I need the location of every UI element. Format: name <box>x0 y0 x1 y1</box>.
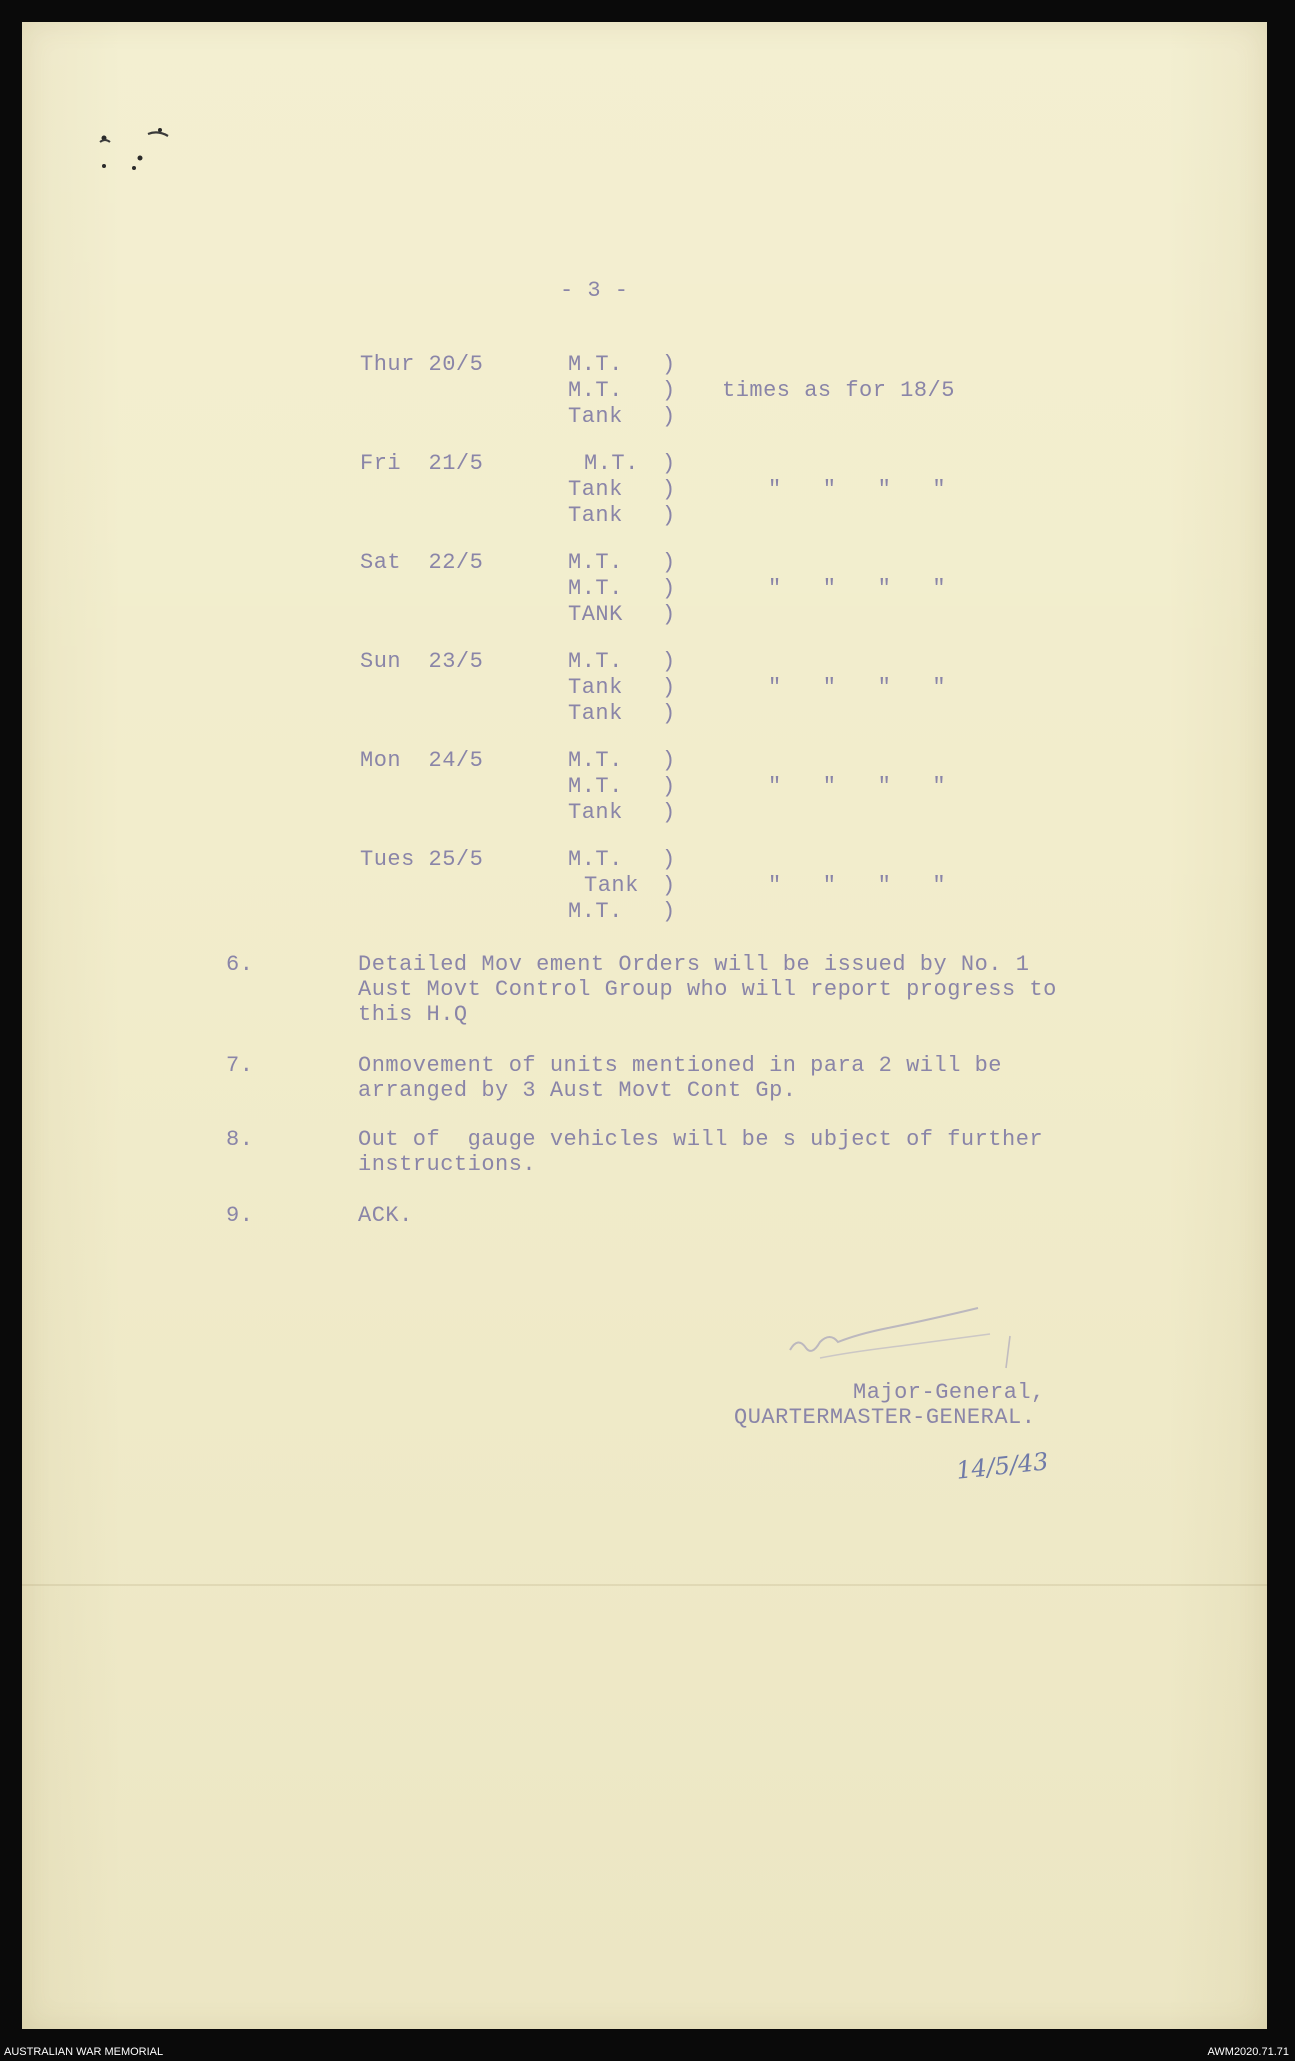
paragraph-number: 7. <box>226 1053 254 1078</box>
schedule-day: Thur 20/5 <box>360 352 484 377</box>
paragraph-number: 9. <box>226 1203 254 1228</box>
schedule-day: Fri 21/5 <box>360 451 484 476</box>
bracket-mark: ) <box>662 352 676 377</box>
schedule-vehicle: Tank <box>568 701 623 726</box>
paragraph-number: 6. <box>226 952 254 977</box>
bracket-mark: ) <box>662 576 676 601</box>
schedule-vehicle: M.T. <box>584 451 639 476</box>
handwritten-date: 14/5/43 <box>954 1447 1050 1485</box>
schedule-vehicle: Tank <box>568 800 623 825</box>
paragraph-line: Onmovement of units mentioned in para 2 will be <box>358 1053 1003 1078</box>
handwritten-signature <box>780 1300 1040 1380</box>
ditto-marks: " " " " <box>768 675 947 700</box>
bracket-mark: ) <box>662 649 676 674</box>
schedule-vehicle: Tank <box>568 675 623 700</box>
bracket-mark: ) <box>662 503 676 528</box>
paragraph-number: 8. <box>226 1127 254 1152</box>
bracket-mark: ) <box>662 701 676 726</box>
paragraph-line: this H.Q <box>358 1002 468 1027</box>
schedule-vehicle: Tank <box>584 873 639 898</box>
paragraph-line: ACK. <box>358 1203 413 1228</box>
archive-credit: AUSTRALIAN WAR MEMORIAL <box>4 2046 164 2058</box>
signature-rank: Major-General, <box>853 1380 1045 1405</box>
paragraph-line: arranged by 3 Aust Movt Cont Gp. <box>358 1078 797 1103</box>
schedule-note: times as for 18/5 <box>722 378 955 403</box>
schedule-vehicle: M.T. <box>568 378 623 403</box>
bracket-mark: ) <box>662 774 676 799</box>
ditto-marks: " " " " <box>768 576 947 601</box>
schedule-day: Sat 22/5 <box>360 550 484 575</box>
schedule-vehicle: M.T. <box>568 748 623 773</box>
bracket-mark: ) <box>662 899 676 924</box>
bracket-mark: ) <box>662 675 676 700</box>
paragraph-line: Aust Movt Control Group who will report progress to <box>358 977 1057 1002</box>
bracket-mark: ) <box>662 477 676 502</box>
bracket-mark: ) <box>662 378 676 403</box>
document-page <box>22 22 1267 2029</box>
signature-title: QUARTERMASTER-GENERAL. <box>734 1405 1036 1430</box>
bracket-mark: ) <box>662 550 676 575</box>
ditto-marks: " " " " <box>768 477 947 502</box>
schedule-vehicle: TANK <box>568 602 623 627</box>
schedule-vehicle: Tank <box>568 503 623 528</box>
schedule-vehicle: M.T. <box>568 576 623 601</box>
schedule-vehicle: M.T. <box>568 649 623 674</box>
schedule-day: Tues 25/5 <box>360 847 484 872</box>
schedule-day: Mon 24/5 <box>360 748 484 773</box>
schedule-vehicle: M.T. <box>568 899 623 924</box>
bracket-mark: ) <box>662 451 676 476</box>
schedule-day: Sun 23/5 <box>360 649 484 674</box>
schedule-vehicle: Tank <box>568 404 623 429</box>
bracket-mark: ) <box>662 873 676 898</box>
fold-line <box>22 1584 1267 1586</box>
schedule-vehicle: M.T. <box>568 352 623 377</box>
ditto-marks: " " " " <box>768 774 947 799</box>
bracket-mark: ) <box>662 404 676 429</box>
paragraph-line: Detailed Mov ement Orders will be issued by No. 1 <box>358 952 1030 977</box>
archive-reference: AWM2020.71.71 <box>1207 2046 1289 2058</box>
ditto-marks: " " " " <box>768 873 947 898</box>
ink-specks <box>90 120 230 190</box>
bracket-mark: ) <box>662 847 676 872</box>
bracket-mark: ) <box>662 748 676 773</box>
paragraph-line: instructions. <box>358 1152 537 1177</box>
paragraph-line: Out of gauge vehicles will be s ubject of further <box>358 1127 1044 1152</box>
page-number: - 3 - <box>560 278 629 303</box>
schedule-vehicle: M.T. <box>568 774 623 799</box>
bracket-mark: ) <box>662 602 676 627</box>
schedule-vehicle: M.T. <box>568 847 623 872</box>
schedule-vehicle: M.T. <box>568 550 623 575</box>
schedule-vehicle: Tank <box>568 477 623 502</box>
bracket-mark: ) <box>662 800 676 825</box>
